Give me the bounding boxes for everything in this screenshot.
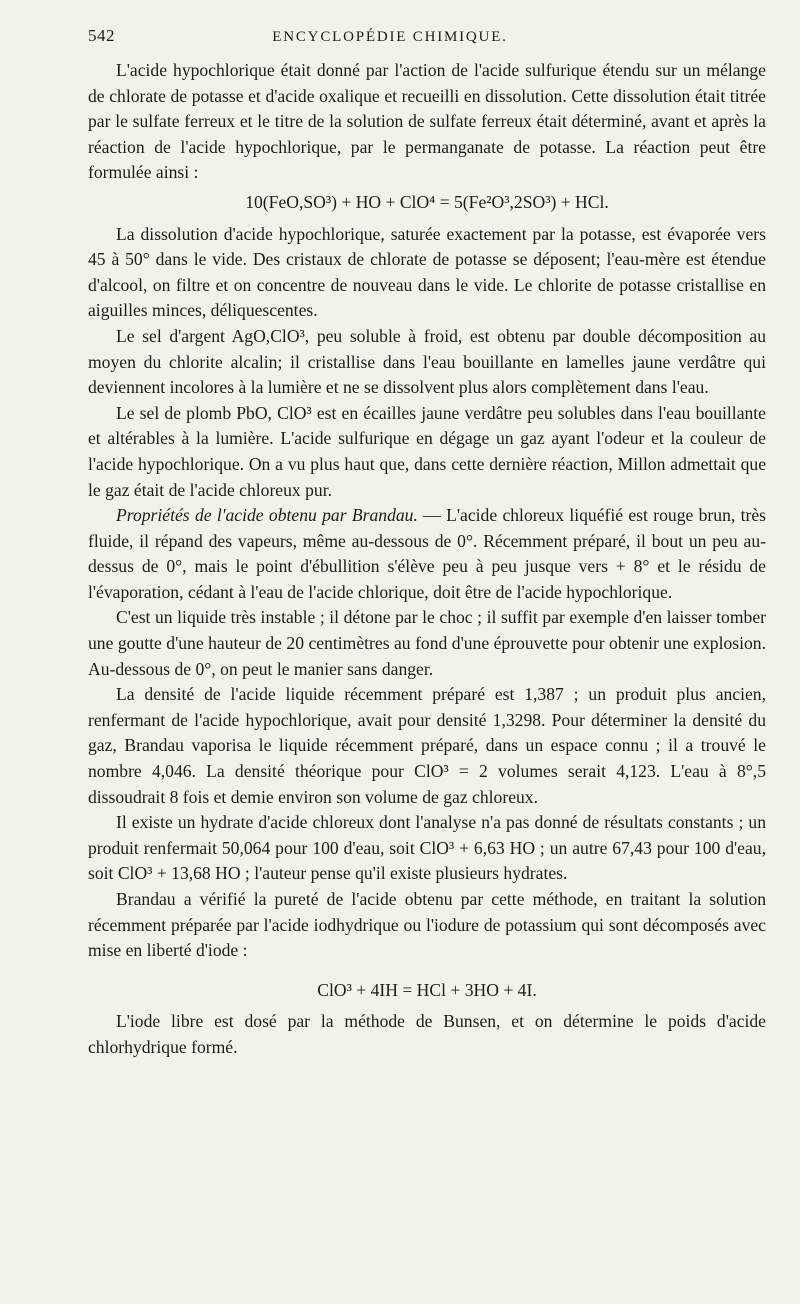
paragraph-10: L'iode libre est dosé par la méthode de Bunsen, et on détermine le poids d'acide chlorhydrique formé. (88, 1011, 766, 1057)
paragraph-2: La dissolution d'acide hypochlorique, saturée exactement par la potasse, est évaporée vers 45 à 50° dans le vide. Des cristaux de chlorate de potasse se déposent; l'eau-mère est étendue d'alcool, on filtre et on concentre de nouveau dans le vide. Le chlorite de potasse cristallise en aiguilles minces, déliquescentes. (88, 223, 766, 321)
paragraph-4: Le sel de plomb PbO, ClO³ est en écailles jaune verdâtre peu solubles dans l'eau bouillante et altérables à la lumière. L'acide sulfurique en dégage un gaz ayant l'odeur et la couleur de l'acide hypochlorique. On a vu plus haut que, dans cette dernière réaction, Millon admettait que le gaz était de l'acide chloreux pur. (88, 402, 766, 500)
page-header (88, 26, 766, 54)
equation-2: ClO³ + 4IH = HCl + 3HO + 4I. (317, 979, 537, 1000)
paragraph-6: C'est un liquide très instable ; il détone par le choc ; il suffit par exemple d'en laisser tomber une goutte d'une hauteur de 20 centimètres au fond d'une éprouvette pour obtenir une explosion. Au-dessous de 0°, on peut le manier sans danger. (88, 607, 766, 679)
page-number: 542 (88, 26, 115, 45)
paragraph-5 (88, 503, 766, 605)
paragraph-8: Il existe un hydrate d'acide chloreux dont l'analyse n'a pas donné de résultats constants ; un produit renfermait 50,064 pour 100 d'eau, soit ClO³ + 6,63 HO ; un autre 67,43 pour 100 d'eau, soit ClO³ + 13,68 HO ; l'auteur pense qu'il existe plusieurs hydrates. (88, 812, 766, 884)
paragraph-5-body: rouge brun, très fluide, il répand des vapeurs, même au-dessous de 0°. Récemment préparé, il bout un peu au-dessus de 0°, mais le point d'ébullition s'élève peu à peu jusque vers + 8° et le résidu de l'évaporation, cédant à l'eau de l'acide chlorique, doit être de l'acide hypochlorique. (88, 505, 766, 602)
body-text (88, 58, 766, 1061)
equation-1: 10(FeO,SO³) + HO + ClO⁴ = 5(Fe²O³,2SO³) + HCl. (245, 191, 609, 212)
paragraph-9: Brandau a vérifié la pureté de l'acide obtenu par cette méthode, en traitant la solution récemment préparée par l'acide iodhydrique ou l'iodure de potassium qui sont décomposés avec mise en liberté d'iode : (88, 889, 766, 961)
paragraph-3: Le sel d'argent AgO,ClO³, peu soluble à froid, est obtenu par double décomposition au moyen du chlorite alcalin; il cristallise dans l'eau bouillante en lamelles jaune verdâtre qui deviennent incolores à la lumière et ne se dissolvent plus alors complètement dans l'eau. (88, 325, 766, 398)
paragraph-7: La densité de l'acide liquide récemment préparé est 1,387 ; un produit plus ancien, renfermant de l'acide hypochlorique, avait pour densité 1,3298. Pour déterminer la densité du gaz, Brandau vaporisa le liquide récemment préparé, dans un espace connu ; il a trouvé le nombre 4,046. La densité théorique pour ClO³ = 2 volumes serait 4,123. L'eau à 8°,5 dissoudrait 8 fois et demie environ son volume de gaz chloreux. (88, 684, 766, 807)
running-title: ENCYCLOPÉDIE CHIMIQUE. (272, 29, 508, 45)
section-heading-italic: Propriétés de l'acide obtenu par Brandau. (116, 505, 418, 526)
paragraph-1: L'acide hypochlorique était donné par l'action de l'acide sulfurique étendu sur un mélange de chlorate de potasse et d'acide oxalique et recueilli en dissolution. Cette dissolution était titrée par le sulfate ferreux et le titre de la solution de sulfate ferreux était déterminé, avant et après la réaction de l'acide hypochlorique, par le permanganate de potasse. La réaction peut être formulée ainsi : (88, 60, 766, 183)
section-heading-rest: — L'acide chloreux liquéfié est (417, 505, 654, 526)
